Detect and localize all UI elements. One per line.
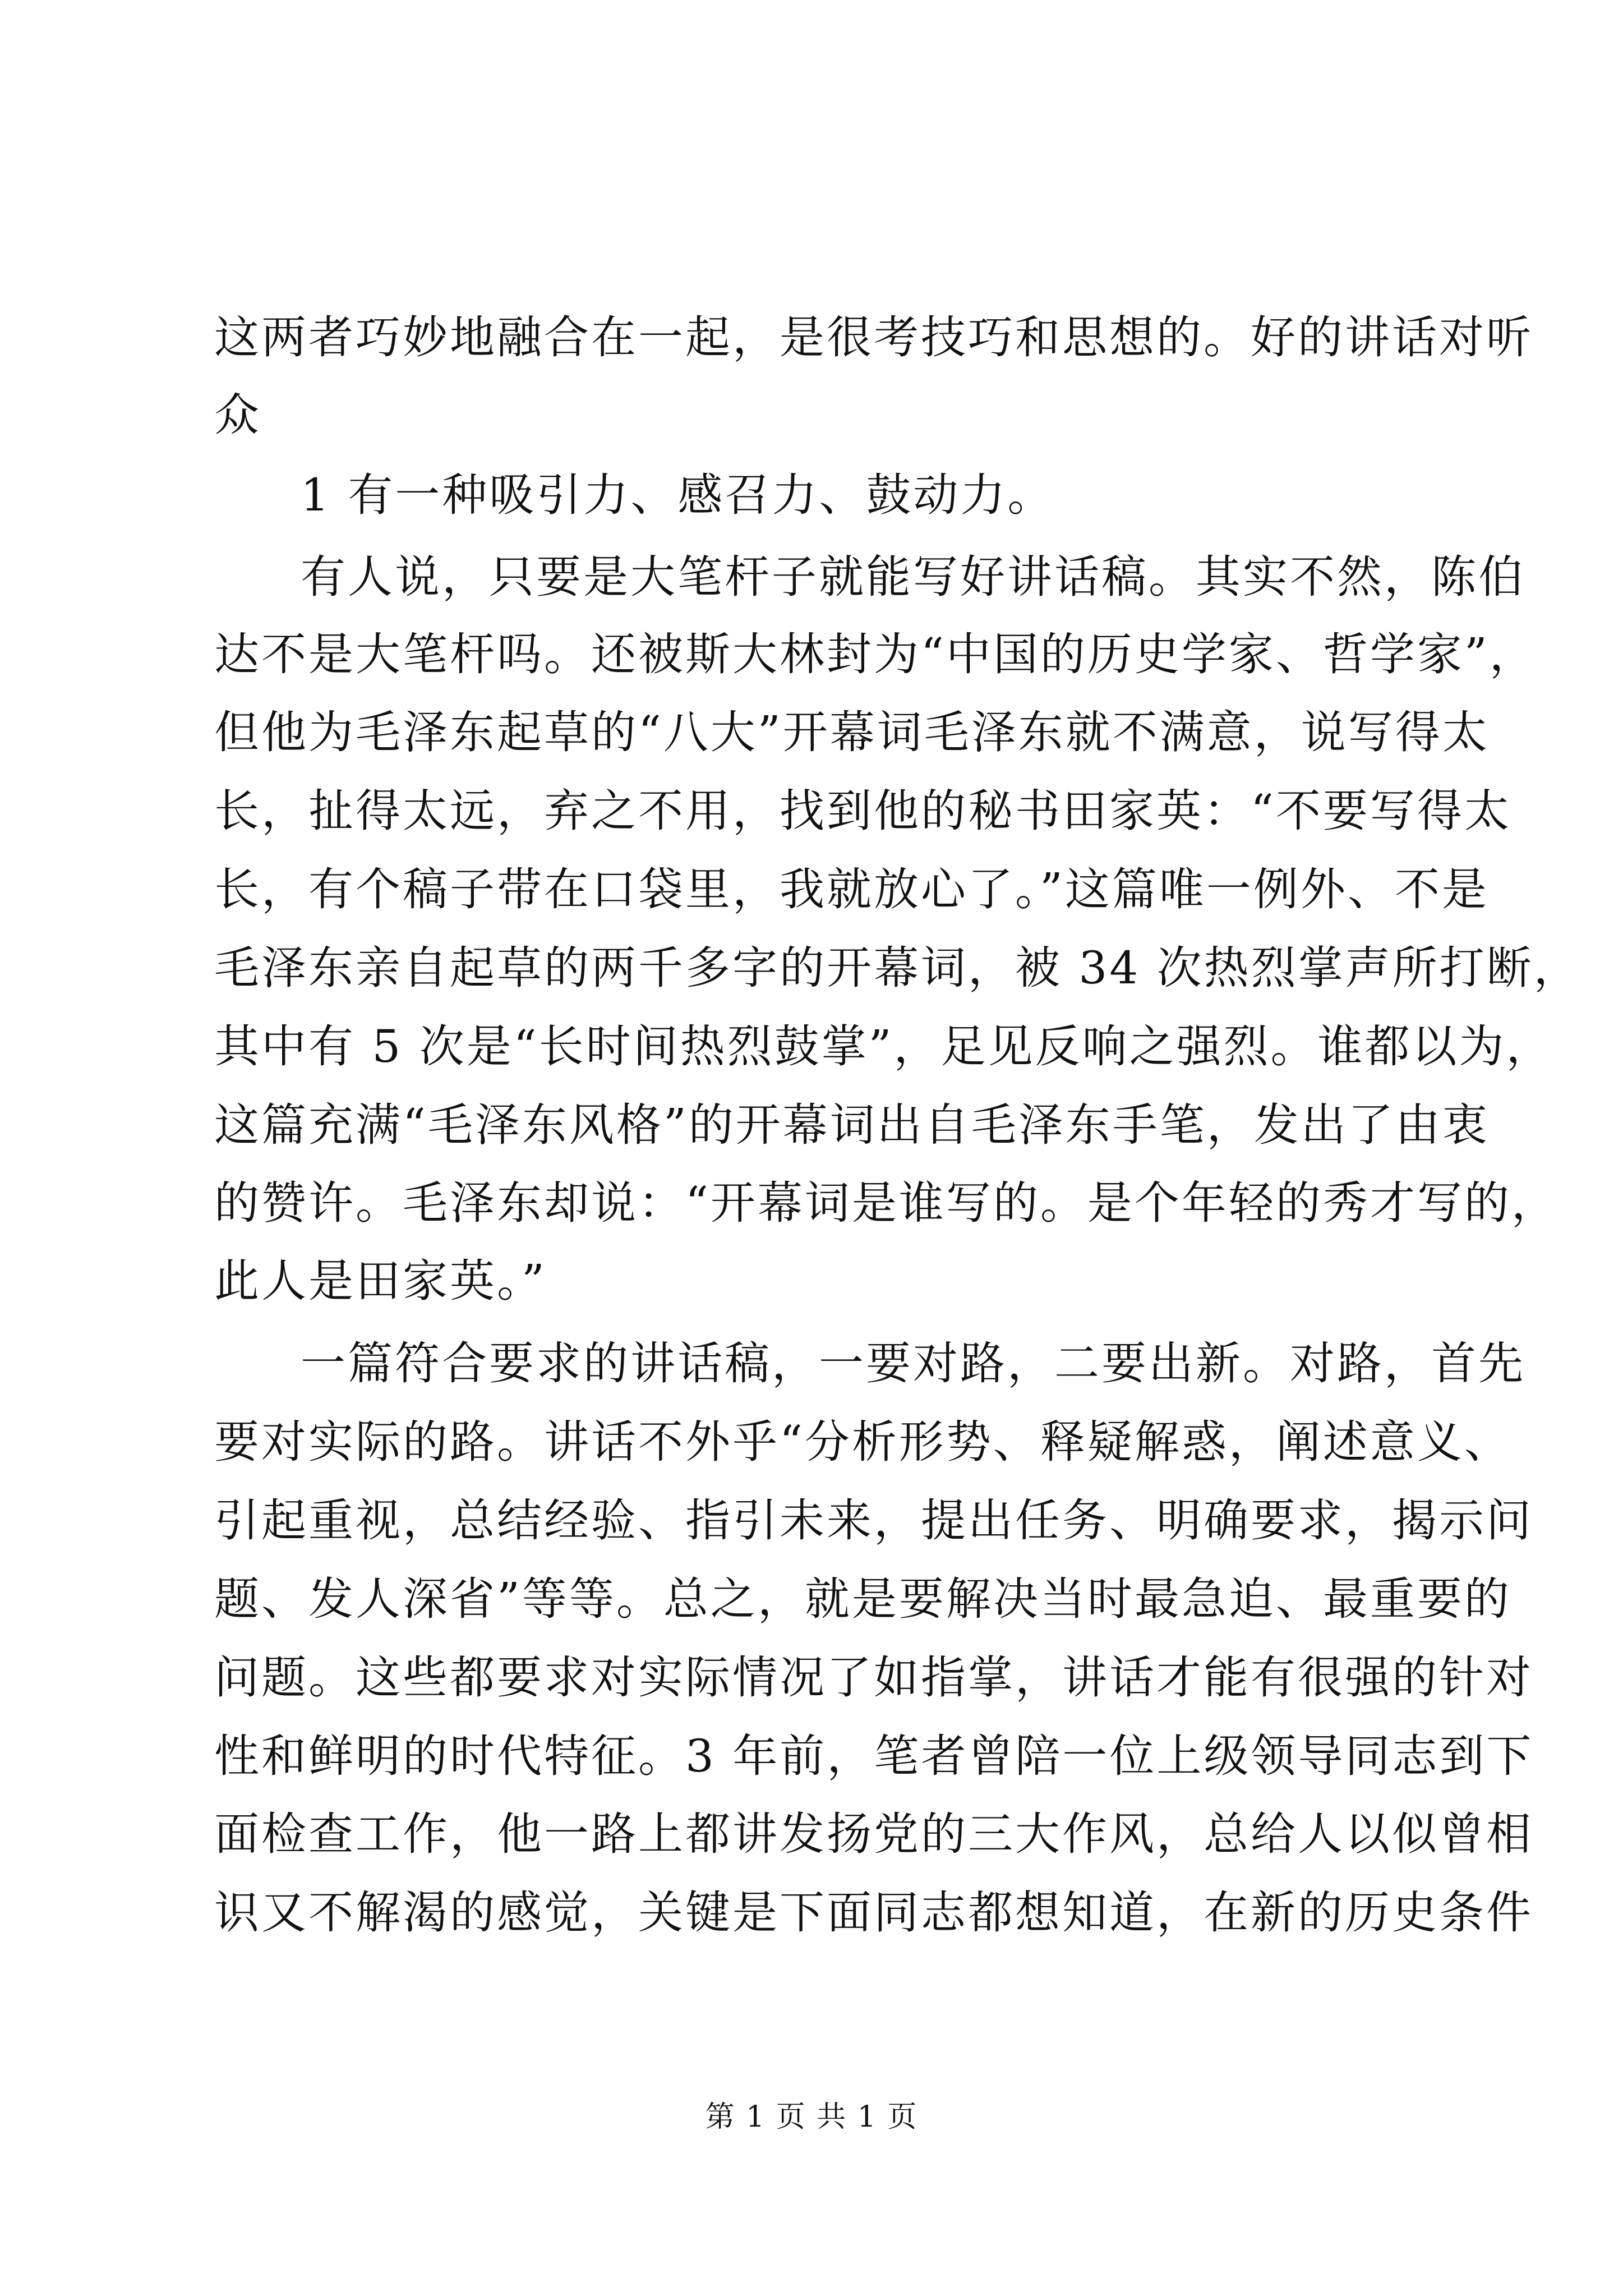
text-line: 1 有一种吸引力、感召力、鼓动力。 <box>301 469 1055 521</box>
text-line: 性和鲜明的时代特征。3 年前，笔者曾陪一位上级领导同志到下 <box>214 1730 1534 1782</box>
text-line: 题、发人深省”等等。总之，就是要解决当时最急迫、最重要的 <box>214 1573 1511 1625</box>
text-line: 识又不解渴的感觉，关键是下面同志都想知道，在新的历史条件 <box>214 1887 1533 1939</box>
text-line: 要对实际的路。讲话不外乎“分析形势、释疑解惑，阐述意义、 <box>214 1416 1511 1468</box>
text-line: 此人是田家英。” <box>214 1255 547 1307</box>
text-line: 问题。这些都要求对实际情况了如指掌，讲话才能有很强的针对 <box>214 1651 1533 1704</box>
text-line: 这两者巧妙地融合在一起，是很考技巧和思想的。好的讲话对听 <box>214 311 1533 364</box>
text-line: 毛泽东亲自起草的两千多字的开幕词，被 34 次热烈掌声所打断， <box>214 942 1581 994</box>
text-line: 这篇充满“毛泽东风格”的开幕词出自毛泽东手笔，发出了由衷 <box>214 1099 1490 1151</box>
text-line: 长，有个稿子带在口袋里，我就放心了。”这篇唯一例外、不是 <box>214 863 1489 915</box>
text-line: 其中有 5 次是“长时间热烈鼓掌”，足见反响之强烈。谁都以为， <box>214 1020 1553 1073</box>
text-line: 有人说，只要是大笔杆子就能写好讲话稿。其实不然，陈伯 <box>301 551 1525 603</box>
text-line: 众 <box>214 389 261 441</box>
page-footer: 第 1 页 共 1 页 <box>705 2100 918 2134</box>
text-line: 一篇符合要求的讲话稿，一要对路，二要出新。对路，首先 <box>301 1337 1525 1389</box>
text-line: 但他为毛泽东起草的“八大”开幕词毛泽东就不满意，说写得太 <box>214 706 1490 758</box>
text-line: 面检查工作，他一路上都讲发扬党的三大作风，总给人以似曾相 <box>214 1808 1533 1860</box>
text-line: 的赞许。毛泽东却说：“开幕词是谁写的。是个年轻的秀才写的， <box>214 1177 1559 1229</box>
text-line: 达不是大笔杆吗。还被斯大林封为“中国的历史学家、哲学家”， <box>214 628 1537 680</box>
text-line: 长，扯得太远，弃之不用，找到他的秘书田家英：“不要写得太 <box>214 785 1511 837</box>
text-line: 引起重视，总结经验、指引未来，提出任务、明确要求，揭示问 <box>214 1494 1533 1547</box>
